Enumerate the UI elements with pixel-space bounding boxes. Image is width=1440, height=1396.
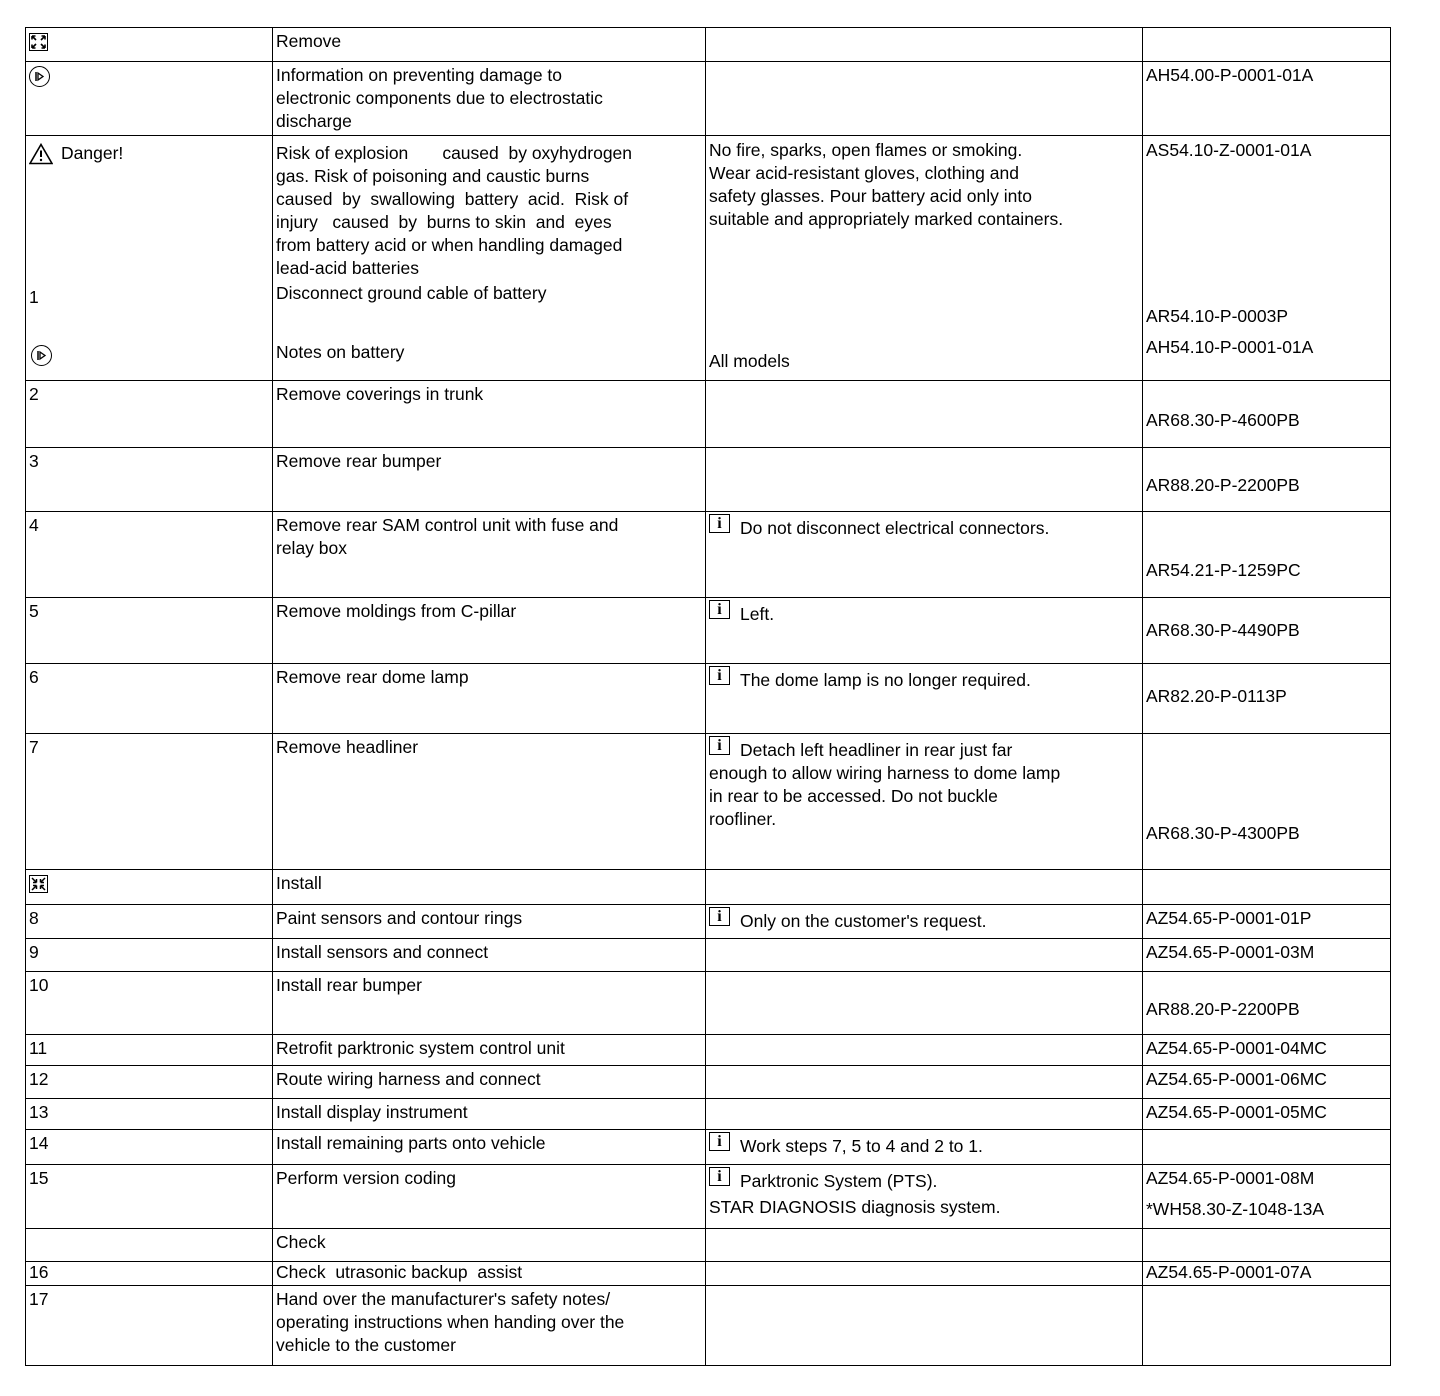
reference-link[interactable]: AR54.21-P-1259PC [1146,560,1301,580]
safety-note: safety glasses. Pour battery acid only into [709,186,1032,206]
step-number: 15 [29,1168,49,1188]
reference-link[interactable]: AZ54.65-P-0001-04MC [1146,1038,1327,1058]
reference-cell [1143,939,1391,972]
collapse-icon [29,875,48,893]
step-number: 6 [29,667,39,687]
info-note [709,600,1139,626]
reference-link[interactable]: AS54.10-Z-0001-01A [1146,140,1312,160]
action-text: Install rear bumper [276,975,422,995]
reference-cell [1143,870,1391,905]
table-row [26,448,1391,512]
reference-cell [1143,1286,1391,1366]
reference-link[interactable]: AZ54.65-P-0001-03M [1146,942,1315,962]
reference-link[interactable]: AZ54.65-P-0001-08M [1146,1168,1315,1188]
step-number: 4 [29,515,39,535]
action-cell [273,1165,706,1229]
note-cell [706,136,1143,381]
reference-cell [1143,1229,1391,1262]
note-cell [706,1066,1143,1099]
note-cell [706,1229,1143,1262]
note-cell [706,1035,1143,1066]
step-cell [26,972,273,1035]
action-text: vehicle to the customer [276,1335,456,1355]
step-number: 11 [29,1038,48,1058]
note-cell [706,734,1143,870]
step-cell [26,1066,273,1099]
reference-cell [1143,448,1391,512]
safety-note: suitable and appropriately marked containers. [709,209,1064,229]
note-cell [706,1165,1143,1229]
reference-link[interactable]: AH54.10-P-0001-01A [1146,337,1314,357]
note-cell [706,381,1143,448]
action-cell [273,512,706,598]
action-cell [273,598,706,664]
info-note [709,1167,1139,1193]
note-cell [706,512,1143,598]
info-note [709,907,1139,933]
info-note [709,666,1139,692]
action-text: Remove rear SAM control unit with fuse and [276,515,619,535]
reference-cell [1143,905,1391,939]
reference-cell [1143,1262,1391,1286]
info-icon: i [709,736,730,755]
reference-link[interactable]: AZ54.65-P-0001-06MC [1146,1069,1327,1089]
info-icon: i [709,907,730,926]
reference-link[interactable]: AZ54.65-P-0001-01P [1146,908,1312,928]
note-cell [706,1130,1143,1165]
table-row [26,381,1391,448]
reference-link[interactable]: AR82.20-P-0113P [1146,686,1287,706]
action-cell [273,972,706,1035]
action-text: Check utrasonic backup assist [276,1262,523,1282]
action-cell [273,870,706,905]
step-cell [26,136,273,381]
step-cell [26,512,273,598]
reference-link[interactable]: AR54.10-P-0003P [1146,306,1289,326]
reference-link[interactable]: AH54.00-P-0001-01A [1146,65,1314,85]
table-row [26,1130,1391,1165]
danger-description: caused by swallowing battery acid. Risk of [276,189,629,209]
safety-note: No fire, sparks, open flames or smoking. [709,140,1023,160]
danger-description: lead-acid batteries [276,258,419,278]
model-note: All models [709,351,790,371]
procedure-table [25,27,1391,1366]
info-text: roofliner. [709,809,777,829]
info-text: Only on the customer's request. [740,911,987,931]
note-cell [706,448,1143,512]
action-text: Check [276,1232,326,1252]
action-text: Remove headliner [276,737,419,757]
table-row [26,62,1391,136]
table-row [26,870,1391,905]
action-cell [273,664,706,734]
expand-icon [29,33,48,51]
info-text: in rear to be accessed. Do not buckle [709,786,998,806]
info-icon: i [709,1167,730,1186]
action-text: Remove [276,31,342,51]
action-text: operating instructions when handing over the [276,1312,625,1332]
reference-link[interactable]: AR68.30-P-4490PB [1146,620,1300,640]
action-text: Install remaining parts onto vehicle [276,1133,546,1153]
reference-link[interactable]: AR68.30-P-4600PB [1146,410,1300,430]
note-cell [706,870,1143,905]
warning-icon [29,143,53,165]
action-cell [273,1286,706,1366]
table-row [26,136,1391,381]
reference-cell [1143,1035,1391,1066]
step-cell [26,905,273,939]
action-cell [273,1099,706,1130]
note-cell [706,905,1143,939]
info-note [709,514,1139,540]
step-number: 14 [29,1133,49,1153]
danger-description: injury caused by burns to skin and eyes [276,212,612,232]
step-cell [26,62,273,136]
action-text: Paint sensors and contour rings [276,908,523,928]
reference-cell [1143,734,1391,870]
note-cell [706,1099,1143,1130]
action-cell [273,136,706,381]
step-cell [26,1286,273,1366]
info-text: enough to allow wiring harness to dome lamp [709,763,1061,783]
step-number: 12 [29,1069,49,1089]
action-text: Install sensors and connect [276,942,489,962]
action-cell [273,1130,706,1165]
danger-label [29,142,123,165]
note-icon [31,345,52,366]
reference-link[interactable]: AZ54.65-P-0001-07A [1146,1262,1312,1282]
action-text: Information on preventing damage to [276,65,563,85]
table-row [26,1066,1391,1099]
reference-cell [1143,62,1391,136]
note-cell [706,1262,1143,1286]
info-text: STAR DIAGNOSIS diagnosis system. [709,1197,1001,1217]
reference-cell [1143,664,1391,734]
table-row [26,598,1391,664]
table-row [26,905,1391,939]
action-cell [273,939,706,972]
info-text: Do not disconnect electrical connectors. [740,518,1050,538]
step-number: 7 [29,737,39,757]
step-number: 5 [29,601,39,621]
step-number: 10 [29,975,49,995]
step-cell [26,1035,273,1066]
table-row [26,1262,1391,1286]
table-row [26,512,1391,598]
danger-text: Danger! [61,143,124,163]
note-cell [706,972,1143,1035]
action-text: discharge [276,111,352,131]
action-text: Remove coverings in trunk [276,384,484,404]
danger-description: gas. Risk of poisoning and caustic burns [276,166,590,186]
note-cell [706,664,1143,734]
step-cell [26,1130,273,1165]
table-row [26,1229,1391,1262]
info-text: Detach left headliner in rear just far [740,740,1013,760]
action-cell [273,1229,706,1262]
reference-cell [1143,1066,1391,1099]
note-cell [706,1286,1143,1366]
info-icon: i [709,600,730,619]
reference-link[interactable]: AR88.20-P-2200PB [1146,475,1300,495]
action-cell [273,62,706,136]
reference-link[interactable]: AR88.20-P-2200PB [1146,999,1300,1019]
reference-cell [1143,381,1391,448]
step-number: 9 [29,942,39,962]
step-number: 1 [29,286,39,307]
note-cell [706,939,1143,972]
action-text: Perform version coding [276,1168,456,1188]
table-row [26,1099,1391,1130]
info-text: Parktronic System (PTS). [740,1171,938,1191]
step-number: 16 [29,1262,49,1282]
action-text: Remove moldings from C-pillar [276,601,517,621]
action-text: Remove rear dome lamp [276,667,469,687]
reference-cell [1143,512,1391,598]
reference-cell [1143,136,1391,381]
action-cell [273,28,706,62]
info-text: Left. [740,604,775,624]
step-cell [26,448,273,512]
note-cell [706,598,1143,664]
action-text: electronic components due to electrostatic [276,88,603,108]
step-cell [26,1229,273,1262]
action-text: Route wiring harness and connect [276,1069,541,1089]
table-row [26,28,1391,62]
danger-description: Risk of explosion caused by oxyhydrogen [276,143,633,163]
action-text: Hand over the manufacturer's safety notes/ [276,1289,611,1309]
info-icon: i [709,666,730,685]
info-icon: i [709,514,730,533]
step-cell [26,734,273,870]
step-cell [26,598,273,664]
danger-description: from battery acid or when handling damaged [276,235,623,255]
action-cell [273,1262,706,1286]
action-text: relay box [276,538,348,558]
action-text: Retrofit parktronic system control unit [276,1038,565,1058]
reference-link[interactable]: AR68.30-P-4300PB [1146,823,1300,843]
step-number: 13 [29,1102,49,1122]
note-cell [706,28,1143,62]
info-note [709,1132,1139,1158]
reference-cell [1143,598,1391,664]
action-text: Install display instrument [276,1102,468,1122]
reference-link[interactable]: *WH58.30-Z-1048-13A [1146,1199,1324,1219]
action-cell [273,1066,706,1099]
action-text: Notes on battery [276,342,405,362]
action-cell [273,448,706,512]
step-cell [26,28,273,62]
step-cell [26,870,273,905]
action-text: Remove rear bumper [276,451,442,471]
reference-link[interactable]: AZ54.65-P-0001-05MC [1146,1102,1327,1122]
action-text: Install [276,873,322,893]
step-number: 17 [29,1289,49,1309]
step-cell [26,939,273,972]
info-icon: i [709,1132,730,1151]
note-cell [706,62,1143,136]
action-cell [273,1035,706,1066]
step-cell [26,1165,273,1229]
table-row [26,664,1391,734]
table-row [26,1165,1391,1229]
action-text: Disconnect ground cable of battery [276,283,547,303]
table-row [26,972,1391,1035]
safety-note: Wear acid-resistant gloves, clothing and [709,163,1019,183]
note-icon [29,66,50,87]
step-cell [26,1262,273,1286]
table-row [26,1035,1391,1066]
step-number: 8 [29,908,39,928]
info-note [709,736,1139,762]
step-number: 3 [29,451,39,471]
action-cell [273,905,706,939]
table-row [26,939,1391,972]
reference-cell [1143,1130,1391,1165]
action-cell [273,381,706,448]
reference-cell [1143,1165,1391,1229]
info-text: Work steps 7, 5 to 4 and 2 to 1. [740,1136,983,1156]
step-cell [26,1099,273,1130]
reference-cell [1143,1099,1391,1130]
reference-cell [1143,972,1391,1035]
table-row [26,1286,1391,1366]
info-text: The dome lamp is no longer required. [740,670,1031,690]
action-cell [273,734,706,870]
step-cell [26,381,273,448]
step-number: 2 [29,384,39,404]
reference-cell [1143,28,1391,62]
step-cell [26,664,273,734]
table-row [26,734,1391,870]
